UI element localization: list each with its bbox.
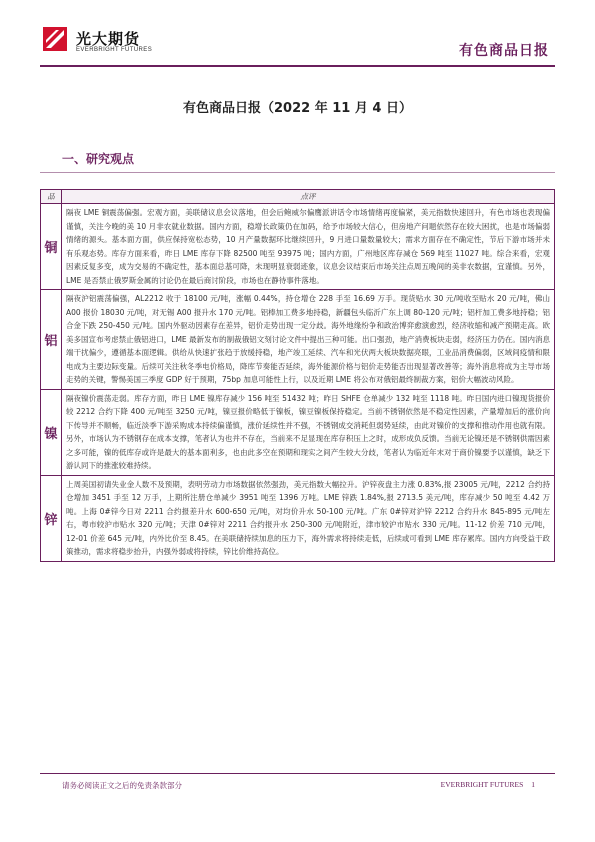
product-zinc: 锌 — [41, 475, 62, 561]
comment-aluminum: 隔夜沪铝震荡偏强，AL2212 收于 18100 元/吨，涨幅 0.44%，持仓增仓 228 手至 16.69 万手。现货贴水 30 元/吨收至贴水 20 元/吨，佛山 A00 报价 18030 元/吨，对无锡 A00 报升水 170 元/吨。铝棒加工费多地持稳，新疆包头临沂广东上调 80-120 元/吨；铝杆加工费多地持稳；铝合金下跌 250-450 元/吨。国内外驱动因素存在差异，铝价走势出现一定分歧。海外地缘纷争和政治博弈愈演愈烈，经济收缩和减产预期走高。欧美多国宣布考虑禁止俄铝进口，LME 最新发布的制裁俄铝文刻讨论文件中提出三种可能。出口强劲，地产消费板块走弱，经济压力仍在。国内消息端干扰偏少，遵循基本面逻辑。供给从快速扩张趋于放缓持稳，地产竣工延续、汽车和光伏两大板块数据亮眼，工业品消费偏弱，区域间疫情和限电成为主要边际变量。后续可关注秋冬季电价格局，降库节奏能否延续，海外能源价格与铝价走势能否出现显著改善等；海外消息将成为主导市场走势的关键，警惕美国三季度 GDP 好于预期，75bp 加息可能性上行，以及近期 LME 将公布对俄铝最终制裁方案，铝价大幅波动风险。 — [62, 290, 555, 390]
table-row-aluminum — [41, 290, 555, 390]
footer-divider — [40, 773, 555, 774]
footer-company: EVERBRIGHT FUTURES — [440, 780, 524, 789]
commodity-comment-table — [40, 189, 555, 562]
page-number: 1 — [531, 780, 535, 789]
table-row-nickel — [41, 389, 555, 475]
comment-column-header: 点评 — [62, 190, 555, 204]
comment-copper: 隔夜 LME 铜震荡偏强。宏观方面，美联储议息会议落地，但会后鲍威尔偏鹰派讲话令市场情绪再度偏紧，美元指数快速回升，有色市场也表现偏谨慎，关注今晚的美 10 月非农就业数据。国内方面，稳增长政策仍在加码，给予市场较大信心，但房地产问题依然存在较大困扰，也是市场偏弱情绪的源头。基本面方面，供应保持宽松态势，10 月产量数据环比继续回升，9 月进口量数量较大；需求方面存在不确定性，节后下游市场并未有乐观态势。库存方面来看，昨日 LME 库存下降 82500 吨至 93975 吨；国内方面，广州地区库存减仓 569 吨至 11027 吨。综合来看，宏观因素反复多变，成为交易的不确定性，基本面总基可降，未现明显衰弱迹象，议息会议结束后市场关注点周五晚间的美非农数据，宜谨慎。另外，LME 是否禁止俄罗斯金属的讨论仍在最后商讨阶段，市场也在静待事件落地。 — [62, 204, 555, 290]
footer-company-page — [433, 780, 535, 789]
logo-english-name: EVERBRIGHT FUTURES — [76, 47, 153, 53]
header-report-title: 有色商品日报 — [459, 43, 549, 59]
product-column-header: 品 — [41, 190, 62, 204]
header-divider — [40, 65, 555, 67]
comment-nickel: 隔夜镍价震荡走弱。库存方面，昨日 LME 镍库存减少 156 吨至 51432 吨；昨日 SHFE 仓单减少 132 吨至 1118 吨。昨日国内进口镍现货报价较 2212 合约下降 400 元/吨至 3250 元/吨，镍豆报价略低于镍板，镍豆镍板保持稳定。当前不锈钢依然是不稳定性因素，产量增加后的涨价向下传导并不顺畅，临近淡季下游采购成本持续偏谨慎，涨价延续性并不强，不锈钢成交消耗但弱势延续，由此对镍价的支撑和推动作用也就有限。另外，市场认为不锈钢存在成本支撑，笔者认为也并不存在，当前来不足显现在库存积压上之时，成形成负反馈。当前无论镍还是不锈钢供需因素之多可能，镍的低库存或许是最大的基本面利多，也由此多空在预期和现实之间产生较大分歧，笔者认为临近年末对于商价镍要予以谨慎，缺乏下游认同下的推涨较难持续。 — [62, 389, 555, 475]
document-title: 有色商品日报（2022 年 11 月 4 日） — [183, 101, 412, 116]
section-heading: 一、研究观点 — [62, 152, 135, 166]
comment-zinc: 上周美国初请失业金人数不及预期，表明劳动力市场数据依然强劲，美元指数大幅拉升。沪锌夜盘主力涨 0.83%,报 23005 元/吨，2212 合约持仓增加 3451 手至 12 万手，上期所注册仓单减少 3951 吨至 1396 万吨。LME 锌跌 1.84%,报 2713.5 美元/吨，库存减少 50 吨至 4.42 万吨。上海 0#锌今日对 2211 合约报差升水 600-650 元/吨，对均价升水 50-100 元/吨。广东 0#锌对沪锌 2212 合约升水 845-895 元/吨左右，粤市较沪市贴水 320 元/吨；天津 0#锌对 2211 合约报升水 250-300 元/吨附近，津市较沪市贴水 330 元/吨。11-12 价差 710 元/吨，12-01 价差 645 元/吨，内外比价至 8.45。在美联储持续加息的压力下，海外需求将持续走低，后续或可看到 LME 库存累库。国内方向受益于政策推动，需求将稳步抬升，内强外弱或将持续，锌比价维持高位。 — [62, 475, 555, 561]
product-copper: 铜 — [41, 204, 62, 290]
table-row-copper — [41, 204, 555, 290]
product-aluminum: 铝 — [41, 290, 62, 390]
section-divider — [40, 172, 555, 173]
product-nickel: 镍 — [41, 389, 62, 475]
page-header — [0, 0, 595, 80]
table-row-zinc — [41, 475, 555, 561]
table-header-row — [41, 190, 555, 204]
logo-chinese-name: 光大期货 — [76, 30, 141, 48]
footer-disclaimer: 请务必阅读正文之后的免责条款部分 — [62, 781, 182, 790]
everbright-logo-icon — [42, 26, 68, 52]
